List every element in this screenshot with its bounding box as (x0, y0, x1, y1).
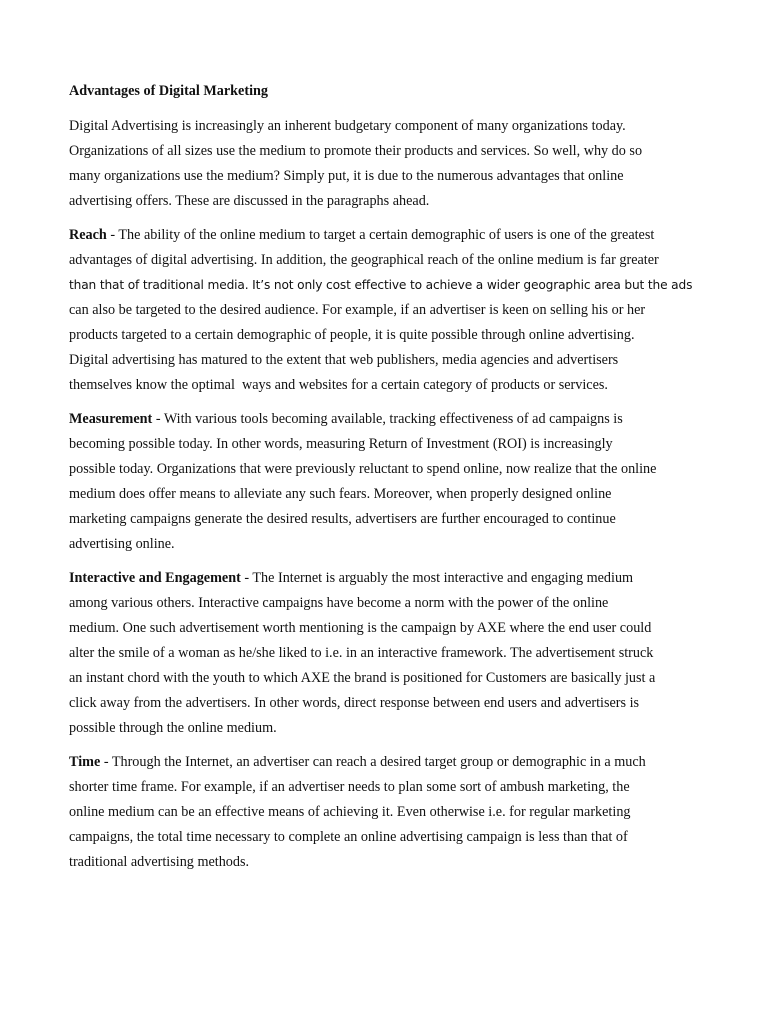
document-page (69, 81, 693, 884)
text-line: possible today. Organizations that were previously reluctant to spend online, now realize that the online (69, 461, 657, 477)
measurement-paragraph (69, 407, 663, 557)
text-line: advertising offers. These are discussed in the paragraphs ahead. (69, 193, 430, 209)
interactive-paragraph (69, 566, 663, 741)
text-line: advertising online. (69, 536, 175, 552)
text-line: products targeted to a certain demographic of people, it is quite possible through online advertising. (69, 327, 635, 343)
text-line: possible through the online medium. (69, 720, 277, 736)
measurement-first-line-text: - With various tools becoming available, tracking effectiveness of ad campaigns is (152, 411, 623, 427)
time-paragraph (69, 750, 663, 875)
text-line: campaigns, the total time necessary to complete an online advertising campaign is less than that of (69, 829, 628, 845)
interactive-term: Interactive and Engagement (69, 570, 241, 586)
text-line: becoming possible today. In other words, measuring Return of Investment (ROI) is increasingly (69, 436, 613, 452)
text-line: Digital Advertising is increasingly an inherent budgetary component of many organizations today. (69, 118, 626, 134)
text-line (69, 407, 663, 432)
intro-paragraph (69, 114, 663, 214)
text-line: medium. One such advertisement worth mentioning is the campaign by AXE where the end user could (69, 620, 652, 636)
text-line: many organizations use the medium? Simply put, it is due to the numerous advantages that online (69, 168, 624, 184)
text-line: can also be targeted to the desired audience. For example, if an advertiser is keen on selling his or her (69, 302, 646, 318)
text-line: marketing campaigns generate the desired results, advertisers are further encouraged to continue (69, 511, 616, 527)
reach-first-line-text: - The ability of the online medium to target a certain demographic of users is one of the greatest (106, 227, 655, 243)
text-line (69, 223, 663, 248)
interactive-first-line-text: - The Internet is arguably the most interactive and engaging medium (240, 570, 634, 586)
text-line: among various others. Interactive campaigns have become a norm with the power of the online (69, 595, 609, 611)
text-line: traditional advertising methods. (69, 854, 250, 870)
text-line (69, 750, 663, 775)
measurement-term: Measurement (69, 411, 153, 427)
text-line: medium does offer means to alleviate any such fears. Moreover, when properly designed online (69, 486, 612, 502)
text-line: online medium can be an effective means of achieving it. Even otherwise i.e. for regular marketing (69, 804, 631, 820)
text-line: Digital advertising has matured to the extent that web publishers, media agencies and advertisers (69, 352, 619, 368)
text-line (69, 566, 663, 591)
text-line-alt-font: than that of traditional media. It’s not only cost effective to achieve a wider geographic area but the ads (69, 278, 693, 292)
text-line: shorter time frame. For example, if an advertiser needs to plan some sort of ambush marketing, the (69, 779, 630, 795)
time-term: Time (69, 754, 101, 770)
text-line: an instant chord with the youth to which AXE the brand is positioned for Customers are basically just a (69, 670, 656, 686)
document-title: Advantages of Digital Marketing (69, 83, 269, 99)
text-line: Organizations of all sizes use the medium to promote their products and services. So well, why do so (69, 143, 643, 159)
text-line: alter the smile of a woman as he/she liked to i.e. in an interactive framework. The advertisement struck (69, 645, 654, 661)
text-line: click away from the advertisers. In other words, direct response between end users and advertisers is (69, 695, 640, 711)
reach-term: Reach (69, 227, 107, 243)
time-first-line-text: - Through the Internet, an advertiser can reach a desired target group or demographic in a much (100, 754, 646, 770)
text-line: advantages of digital advertising. In addition, the geographical reach of the online medium is far greater (69, 252, 659, 268)
text-line: themselves know the optimal ways and websites for a certain category of products or services. (69, 377, 608, 393)
reach-paragraph (69, 223, 693, 398)
